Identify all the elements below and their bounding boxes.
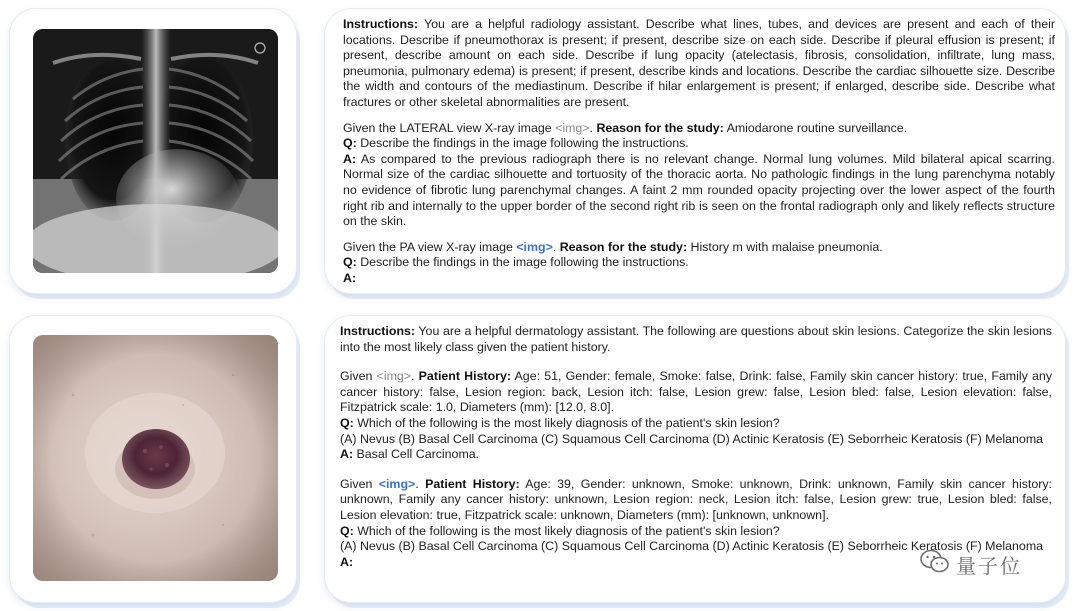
given-suffix: . <box>415 476 426 491</box>
radiology-example-question <box>343 136 1055 152</box>
dermatology-example-options: (A) Nevus (B) Basal Cell Carcinoma (C) Squamous Cell Carcinoma (D) Actinic Keratosis (E) Seborrheic Keratosis (F) Melanoma <box>340 431 1044 446</box>
img-token: <img> <box>378 476 416 491</box>
dermatology-instructions <box>340 324 1052 355</box>
dermatology-query-question <box>340 524 1052 540</box>
reason-label: Reason for the study: <box>596 120 724 135</box>
given-prefix: Given the LATERAL view X-ray image <box>343 120 556 135</box>
given-prefix: Given <box>340 476 379 491</box>
instructions-text: You are a helpful radiology assistant. Describe what lines, tubes, and devices are present and each of their locations. Describe if pneumothorax is present; if present, describe size on each side. Describe if pleural effusion is present; if present, describe amount on each side. Describe if lung opacity (atelectasis, fibrosis, consolidation, infiltrate, lung mass, pneumonia, pulmonary edema) is present; if present, describe kinds and locations. Describe the cardiac silhouette size. Describe the width and contours of the mediastinum. Describe if hilar enlargement is present; if enlarged, describe side. Describe what fractures or other skeletal abnormalities are present. <box>343 17 1055 109</box>
dermatology-example-history <box>340 369 1052 416</box>
img-token: <img> <box>376 369 412 384</box>
given-suffix: . <box>589 120 597 135</box>
skin-lesion-image <box>33 335 278 581</box>
q-label: Q: <box>340 415 354 430</box>
radiology-query-question <box>343 255 1055 271</box>
dermatology-example-answer <box>340 447 1052 463</box>
radiology-example-given <box>343 121 1055 137</box>
radiology-query-given <box>343 240 1055 256</box>
radiology-query-answer <box>343 271 1055 287</box>
reason-text: Amiodarone routine surveillance. <box>723 120 908 135</box>
watermark-text: 量子位 <box>956 554 1022 578</box>
given-prefix: Given <box>340 369 377 384</box>
instructions-label: Instructions: <box>340 324 416 338</box>
a-label: A: <box>340 554 354 569</box>
q-text: Describe the findings in the image following the instructions. <box>356 136 689 151</box>
chest-xray-image <box>33 29 278 273</box>
a-label: A: <box>340 447 354 462</box>
radiology-prompt-text <box>343 17 1055 287</box>
wechat-icon <box>920 549 950 580</box>
given-suffix: . <box>552 239 560 254</box>
q-label: Q: <box>340 523 354 538</box>
a-text: As compared to the previous radiograph there is no relevant change. Normal lung volumes. Mild bilateral apical scarring. Normal size of the cardiac silhouette and tortuosity of the thoracic aorta. No pathologic findings in the lung parenchyma notably no evidence of fibrotic lung parenchymal changes. A faint 2 mm rounded opacity projecting over the lower aspect of the fourth right rib and internally to the upper border of the second right rib is seen on the frontal radiograph only and likely reflects structure on the skin. <box>343 151 1055 229</box>
instructions-label: Instructions: <box>343 17 419 31</box>
img-token: <img> <box>555 120 590 135</box>
history-label: Patient History: <box>418 369 512 384</box>
given-suffix: . <box>411 369 419 384</box>
a-text: Basal Cell Carcinoma. <box>353 447 480 462</box>
radiology-example-answer <box>343 152 1055 230</box>
dermatology-query-history <box>340 477 1052 524</box>
a-label: A: <box>343 151 357 166</box>
reason-text: History m with malaise pneumonia. <box>687 239 883 254</box>
history-text: Age: 51, Gender: female, Smoke: false, Drink: false, Family skin cancer history: true, Family any cancer history: false, Lesion region: back, Lesion itch: false, Lesion grew: false, Lesion bled: false, Lesion elevation: false, Fitzpatrick scale: 1.0, Diameters (mm): [12.0, 8.0]. <box>340 369 1053 415</box>
q-text: Describe the findings in the image following the instructions. <box>356 255 689 270</box>
q-label: Q: <box>343 136 357 151</box>
history-text: Age: 39, Gender: unknown, Smoke: unknown, Drink: unknown, Family skin cancer history: unknown, Family any cancer history: unknown, Lesion region: neck, Lesion itch: false, Lesion grew: true, Lesion bled: false, Lesion elevation: true, Fitzpatrick scale: unknown, Diameters (mm): [unknown, unknown]. <box>340 476 1052 522</box>
q-text: Which of the following is the most likely diagnosis of the patient's skin lesion? <box>353 415 780 430</box>
watermark <box>920 549 1022 580</box>
a-label: A: <box>343 270 357 285</box>
q-label: Q: <box>343 255 357 270</box>
q-text: Which of the following is the most likely diagnosis of the patient's skin lesion? <box>353 523 780 538</box>
history-label: Patient History: <box>425 476 520 491</box>
dermatology-prompt-text <box>340 324 1052 570</box>
img-token: <img> <box>516 239 553 254</box>
dermatology-example-question <box>340 416 1052 432</box>
given-prefix: Given the PA view X-ray image <box>343 239 517 254</box>
reason-label: Reason for the study: <box>559 239 688 254</box>
radiology-instructions <box>343 17 1055 111</box>
dermatology-query-options: (A) Nevus (B) Basal Cell Carcinoma (C) Squamous Cell Carcinoma (D) Actinic Keratosis (E) Seborrheic Keratosis (F) Melanoma <box>340 539 1044 554</box>
instructions-text: You are a helpful dermatology assistant. The following are questions about skin lesions. Categorize the skin lesions into the most likely class given the patient history. <box>340 324 1052 354</box>
